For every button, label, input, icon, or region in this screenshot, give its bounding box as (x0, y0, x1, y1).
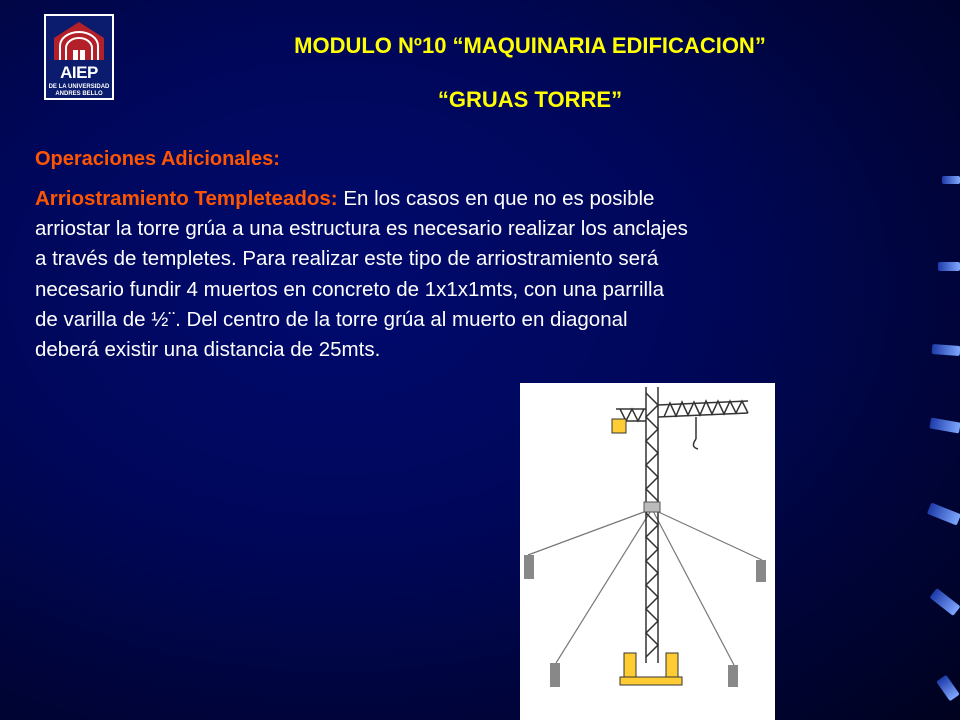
body-paragraph (35, 184, 940, 365)
stripe (932, 344, 960, 356)
aiep-logo (44, 14, 114, 100)
body-line: deberá existir una distancia de 25mts. (35, 338, 381, 362)
logo-subtitle-1: DE LA UNIVERSIDAD (48, 84, 110, 90)
page-title: MODULO Nº10 “MAQUINARIA EDIFICACION” (294, 33, 766, 58)
crane-illustration (520, 383, 775, 720)
logo-building-icon (46, 16, 112, 66)
logo-subtitle-2: ANDRES BELLO (55, 91, 103, 97)
body-line: arriostar la torre grúa a una estructura es necesario realizar los anclajes (35, 217, 688, 241)
body-line: necesario fundir 4 muertos en concreto de 1x1x1mts, con una parrilla (35, 277, 665, 301)
page-subtitle: “GRUAS TORRE” (437, 87, 623, 112)
body-line: En los casos en que no es posible (337, 187, 655, 210)
body-line: de varilla de ½¨. Del centro de la torre grúa al muerto en diagonal (35, 307, 628, 331)
decorative-stripes (920, 0, 960, 720)
stripe (936, 675, 960, 702)
stripe (929, 417, 960, 433)
logo-name: AIEP (60, 63, 98, 82)
tower-crane-icon (520, 383, 775, 720)
stripe (942, 176, 960, 184)
stripe (927, 502, 960, 525)
paragraph-lead: Arriostramiento Templeteados: (35, 187, 338, 210)
section-heading: Operaciones Adicionales: (35, 148, 280, 170)
stripe (929, 588, 960, 616)
stripe (938, 262, 960, 271)
body-line: a través de templetes. Para realizar este tipo de arriostramiento será (35, 247, 659, 271)
